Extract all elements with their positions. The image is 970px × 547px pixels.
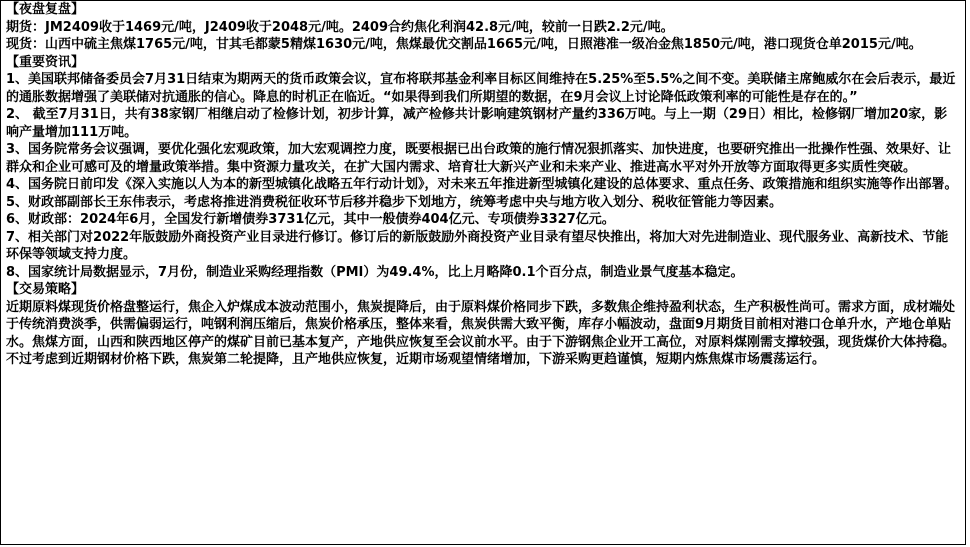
news-item: 5、财政部副部长王东伟表示，考虑将推进消费税征收环节后移并稳步下划地方，统筹考虑中央与地方收入划分、税收征管能力等因素。	[6, 194, 783, 210]
spot-paragraph: 现货：山西中硫主焦煤1765元/吨，甘其毛都蒙5精煤1630元/吨，焦煤最优交割品1665元/吨，日照港准一级冶金焦1850元/吨，港口现货仓单2015元/吨。	[6, 37, 922, 52]
section-title-night-review: 【夜盘复盘】	[6, 2, 85, 17]
futures-paragraph: 期货：JM2409收于1469元/吨，J2409收于2048元/吨。2409合约焦化利润42.8元/吨，较前一日跌2.2元/吨。	[6, 19, 674, 35]
news-item: 8、国家统计局数据显示，7月份，制造业采购经理指数（PMI）为49.4%，比上月略降0.1个百分点，制造业景气度基本稳定。	[6, 264, 744, 280]
news-item: 3、国务院常务会议强调，要优化强化宏观政策，加大宏观调控力度，既要根据已出台政策的施行情况狠抓落实、加快进度，也要研究推出一批操作性强、效果好、让群众和企业可感可及的增量政策举措。集中资源力量攻关，在扩大国内需求、培育壮大新兴产业和未来产业、推进高水平对外开放等方面取得更多实质性突破。	[6, 142, 952, 175]
news-item: 1、美国联邦储备委员会7月31日结束为期两天的货币政策会议，宣布将联邦基金利率目标区间维持在5.25%至5.5%之间不变。美联储主席鲍威尔在会后表示，最近的通胀数据增强了美联储对抗通胀的信心。降息的时机正在临近。“如果得到我们所期望的数据，在9月会议上讨论降低政策利率的可能性是存在的。”	[6, 72, 956, 105]
news-item: 2、 截至7月31日，共有38家钢厂相继启动了检修计划，初步计算，减产检修共计影响建筑钢材产量约336万吨。与上一期（29日）相比，检修钢厂增加20家，影响产量增加111万吨。	[6, 107, 948, 140]
section-title-important-news: 【重要资讯】	[6, 54, 85, 70]
news-item: 7、相关部门对2022年版鼓励外商投资产业目录进行修订。修订后的新版鼓励外商投资产业目录有望尽快推出，将加大对先进制造业、现代服务业、高新技术、节能环保等领域支持力度。	[6, 229, 949, 262]
strategy-paragraph: 近期原料煤现货价格盘整运行，焦企入炉煤成本波动范围小，焦炭提降后，由于原料煤价格同步下跌，多数焦企维持盈利状态，生产积极性尚可。需求方面，成材端处于传统消费淡季，供需偏弱运行，吨钢利润压缩后，焦炭价格承压，整体来看，焦炭供需大致平衡，库存小幅波动，盘面9月期货目前相对港口仓单升水，产地仓单贴水。焦煤方面，山西和陕西地区停产的煤矿目前已基本复产，产地供应恢复至会议前水平。由于下游钢焦企业开工高位，对原料煤刚需支撑较强，现货煤价大体持稳。不过考虑到近期钢材价格下跌，焦炭第二轮提降，且产地供应恢复，近期市场观望情绪增加，下游采购更趋谨慎，短期内炼焦煤市场震荡运行。	[6, 299, 956, 367]
news-item: 6、财政部：2024年6月，全国发行新增债券3731亿元，其中一般债券404亿元、专项债券3327亿元。	[6, 212, 615, 227]
news-item: 4、国务院日前印发《深入实施以人为本的新型城镇化战略五年行动计划》，对未来五年推进新型城镇化建设的总体要求、重点任务、政策措施和组织实施等作出部署。	[6, 177, 958, 192]
section-title-trading-strategy: 【交易策略】	[6, 282, 85, 297]
